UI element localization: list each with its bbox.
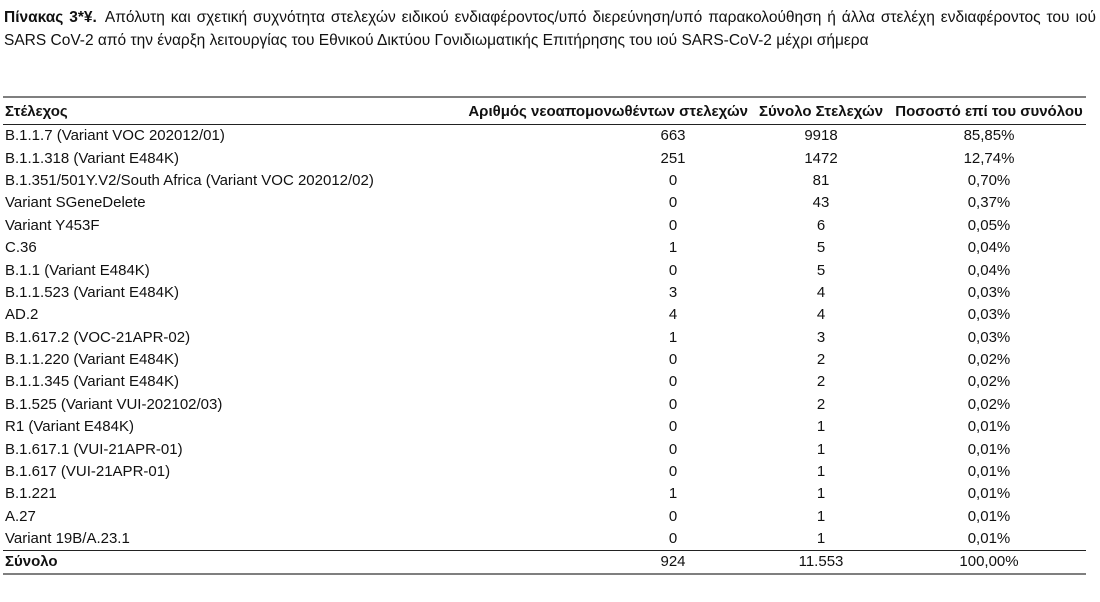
cell-total: 2 [816, 373, 826, 391]
cell-strain: B.1.1.523 (Variant E484K) [5, 283, 179, 301]
cell-percent: 0,03% [967, 306, 1011, 324]
table-row [3, 215, 1086, 237]
cell-percent: 0,04% [967, 261, 1011, 279]
cell-strain: B.1.351/501Y.V2/South Africa (Variant VOC 202012/02) [5, 171, 374, 189]
cell-total: 1 [816, 530, 826, 548]
cell-new-isolates: 0 [668, 261, 678, 279]
cell-total: 4 [816, 306, 826, 324]
cell-percent: 85,85% [963, 127, 1015, 145]
table-row [3, 438, 1086, 460]
cell-percent: 0,05% [967, 216, 1011, 234]
cell-new-isolates: 0 [668, 530, 678, 548]
cell-percent: 0,03% [967, 328, 1011, 346]
cell-strain: Variant SGeneDelete [5, 194, 146, 212]
table-row [3, 259, 1086, 281]
cell-percent: 0,01% [967, 440, 1011, 458]
table-row [3, 282, 1086, 304]
cell-percent: 0,01% [967, 485, 1011, 503]
cell-new-isolates: 0 [668, 507, 678, 525]
cell-total: 1 [816, 485, 826, 503]
cell-new-isolates: 4 [668, 306, 678, 324]
cell-new-isolates: 0 [668, 194, 678, 212]
table-row [3, 394, 1086, 416]
caption-text: Απόλυτη και σχετική συχνότητα στελεχών ειδικού ενδιαφέροντος/υπό διερεύνηση/υπό παρακολούθηση ή άλλα στελέχη ενδιαφέροντος του ιού SARS CoV-2 από την έναρξη λειτουργίας του Εθνικού Δικτύου Γονιδιωματικής Επιτήρησης του ιού SARS-CoV-2 μέχρι σήμερα [4, 9, 1096, 49]
strain-table-container [3, 96, 1086, 575]
cell-strain: B.1.1.220 (Variant E484K) [5, 351, 179, 369]
total-new-isolates: 924 [448, 551, 750, 575]
cell-new-isolates: 3 [668, 283, 678, 301]
caption-label: Πίνακας 3*¥. [4, 9, 97, 26]
total-strains: 11.553 [750, 551, 892, 575]
cell-total: 1 [816, 440, 826, 458]
cell-total: 6 [816, 216, 826, 234]
table-row [3, 327, 1086, 349]
table-header-row [3, 97, 1086, 125]
cell-strain: B.1.617.2 (VOC-21APR-02) [5, 328, 191, 346]
cell-percent: 0,02% [967, 351, 1011, 369]
cell-strain: AD.2 [5, 306, 39, 324]
cell-new-isolates: 0 [668, 216, 678, 234]
table-caption [4, 6, 1096, 52]
table-body [3, 125, 1086, 551]
cell-strain: B.1.221 [5, 485, 57, 503]
cell-percent: 0,02% [967, 373, 1011, 391]
cell-new-isolates: 0 [668, 373, 678, 391]
cell-new-isolates: 1 [668, 485, 678, 503]
cell-new-isolates: 0 [668, 463, 678, 481]
total-label: Σύνολο [3, 551, 448, 575]
cell-strain: Variant 19B/A.23.1 [5, 530, 130, 548]
cell-strain: A.27 [5, 507, 36, 525]
cell-percent: 0,04% [967, 239, 1011, 257]
total-percent: 100,00% [892, 551, 1086, 575]
cell-new-isolates: 251 [660, 149, 686, 167]
cell-percent: 0,01% [967, 418, 1011, 436]
table-row [3, 461, 1086, 483]
table-row [3, 170, 1086, 192]
cell-percent: 0,70% [967, 171, 1011, 189]
cell-strain: R1 (Variant E484K) [5, 418, 134, 436]
cell-new-isolates: 0 [668, 395, 678, 413]
cell-strain: C.36 [5, 239, 37, 257]
table-row [3, 125, 1086, 148]
cell-percent: 0,03% [967, 283, 1011, 301]
table-row [3, 192, 1086, 214]
cell-total: 1 [816, 418, 826, 436]
cell-total: 9918 [804, 127, 838, 145]
cell-total: 1472 [804, 149, 838, 167]
table-row [3, 304, 1086, 326]
cell-total: 2 [816, 395, 826, 413]
cell-strain: B.1.617.1 (VUI-21APR-01) [5, 440, 183, 458]
table-total-row [3, 551, 1086, 575]
cell-new-isolates: 0 [668, 351, 678, 369]
cell-strain: Variant Y453F [5, 216, 100, 234]
cell-new-isolates: 1 [668, 328, 678, 346]
cell-strain: B.1.1.345 (Variant E484K) [5, 373, 179, 391]
cell-new-isolates: 0 [668, 440, 678, 458]
cell-percent: 12,74% [963, 149, 1015, 167]
strain-frequency-table [3, 96, 1086, 575]
table-row [3, 483, 1086, 505]
table-row [3, 349, 1086, 371]
cell-total: 2 [816, 351, 826, 369]
cell-strain: B.1.1.318 (Variant E484K) [5, 149, 179, 167]
cell-percent: 0,37% [967, 194, 1011, 212]
table-row [3, 237, 1086, 259]
cell-percent: 0,02% [967, 395, 1011, 413]
table-row [3, 371, 1086, 393]
cell-new-isolates: 663 [660, 127, 686, 145]
cell-total: 43 [812, 194, 830, 212]
cell-strain: B.1.617 (VUI-21APR-01) [5, 463, 171, 481]
cell-new-isolates: 0 [668, 171, 678, 189]
cell-percent: 0,01% [967, 530, 1011, 548]
cell-total: 81 [812, 171, 830, 189]
cell-strain: B.1.1 (Variant E484K) [5, 261, 150, 279]
header-strain: Στέλεχος [3, 97, 448, 125]
cell-total: 5 [816, 239, 826, 257]
cell-new-isolates: 0 [668, 418, 678, 436]
cell-strain: B.1.525 (Variant VUI-202102/03) [5, 395, 223, 413]
cell-percent: 0,01% [967, 463, 1011, 481]
table-row [3, 147, 1086, 169]
cell-percent: 0,01% [967, 507, 1011, 525]
cell-total: 3 [816, 328, 826, 346]
table-row [3, 416, 1086, 438]
cell-total: 5 [816, 261, 826, 279]
cell-total: 1 [816, 463, 826, 481]
table-row [3, 506, 1086, 528]
header-new-isolates: Αριθμός νεοαπομονωθέντων στελεχών [448, 97, 750, 125]
cell-total: 4 [816, 283, 826, 301]
header-total-strains: Σύνολο Στελεχών [750, 97, 892, 125]
header-percent: Ποσοστό επί του συνόλου [892, 97, 1086, 125]
table-row [3, 528, 1086, 551]
cell-new-isolates: 1 [668, 239, 678, 257]
cell-strain: B.1.1.7 (Variant VOC 202012/01) [5, 127, 225, 145]
cell-total: 1 [816, 507, 826, 525]
